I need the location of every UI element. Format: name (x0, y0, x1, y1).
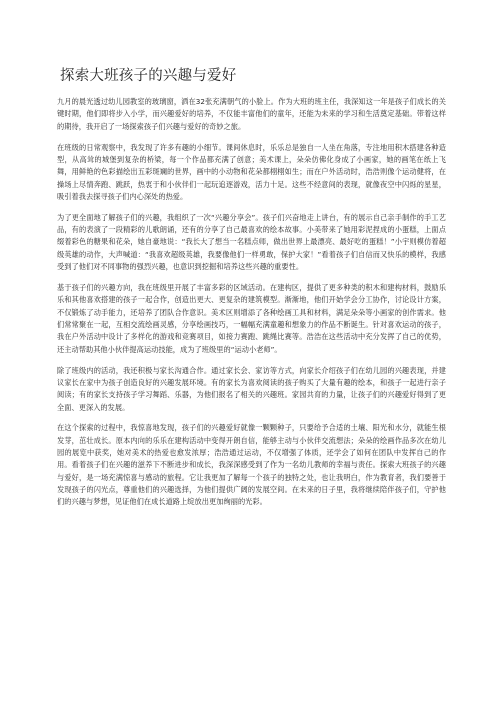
paragraph-sharing-session: 为了更全面地了解孩子们的兴趣，我组织了一次“兴趣分享会”。孩子们兴奋地走上讲台，有的展示自己亲手制作的手工艺品，有的表演了一段精彩的儿歌朗诵，还有的分享了自己最喜欢的绘本故事。小美带来了她用彩泥捏成的小蛋糕，上面点缀着彩色的糖果和花朵，她自豪地说：“我长大了想当一名糕点师，做出世界上最漂亮、最好吃的蛋糕！”小宇则模仿着超级英雄的动作，大声喊道：“我喜欢超级英雄，我要像他们一样勇敢，保护大家！”看着孩子们自信而又快乐的模样，我感受到了他们对不同事物的强烈兴趣，也意识到挖掘和培养这些兴趣的重要性。 (57, 212, 446, 272)
document-title: 探索大班孩子的兴趣与爱好 (60, 68, 237, 84)
paragraph-observation: 在班级的日常观察中，我发现了许多有趣的小细节。课间休息时，乐乐总是独自一人坐在角落，专注地用积木搭建各种造型，从高耸的城堡到复杂的桥梁，每一个作品都充满了创意；美术课上，朵朵仿佛化身成了小画家，她的画笔在纸上飞舞，用鲜艳的色彩描绘出五彩斑斓的世界，画中的小动物和花朵都栩栩如生；而在户外活动时，浩浩则像个运动健将，在操场上尽情奔跑、跳跃，热衷于和小伙伴们一起玩追逐游戏，活力十足。这些不经意间的表现，就像夜空中闪烁的星星，吸引着我去探寻孩子们内心深处的热爱。 (57, 142, 446, 201)
paragraph-conclusion: 在这个探索的过程中，我惊喜地发现，孩子们的兴趣爱好就像一颗颗种子，只要给予合适的土壤、阳光和水分，就能生根发芽，茁壮成长。原本内向的乐乐在建构活动中变得开朗自信，能够主动与小伙伴交流想法；朵朵的绘画作品多次在幼儿园的展览中获奖，她对美术的热爱也愈发浓厚；浩浩通过运动，不仅增强了体质，还学会了如何在团队中发挥自己的作用。看着孩子们在兴趣的滋养下不断进步和成长，我深深感受到了作为一名幼儿教师的幸福与责任。探索大班孩子的兴趣与爱好，是一场充满惊喜与感动的旅程。它让我更加了解每一个孩子的独特之处，也让我明白，作为教育者，我们要善于发现孩子的闪光点，尊重他们的兴趣选择，为他们提供广阔的发展空间。在未来的日子里，我将继续陪伴孩子们，守护他们的兴趣与梦想，见证他们在成长道路上绽放出更加绚丽的光彩。 (57, 423, 446, 507)
paragraph-area-activities: 基于孩子们的兴趣方向，我在班级里开展了丰富多彩的区域活动。在建构区，提供了更多种类的积木和建构材料，鼓励乐乐和其他喜欢搭建的孩子一起合作，创造出更大、更复杂的建筑模型。渐渐地，他们开始学会分工协作，讨论设计方案，不仅锻炼了动手能力，还培养了团队合作意识。美术区则增添了各种绘画工具和材料，满足朵朵等小画家的创作需求。他们常常聚在一起，互相交流绘画灵感，分享绘画技巧，一幅幅充满童趣和想象力的作品不断诞生。针对喜欢运动的孩子，我在户外活动中设计了多样化的游戏和竞赛项目，如接力赛跑、跳绳比赛等。浩浩在这些活动中充分发挥了自己的优势，还主动帮助其他小伙伴提高运动技能，成为了班级里的“运动小老师”。 (57, 282, 446, 354)
paragraph-home-cooperation: 除了班级内的活动，我还积极与家长沟通合作。通过家长会、家访等方式，向家长介绍孩子们在幼儿园的兴趣表现，并建议家长在家中为孩子创造良好的兴趣发展环境。有的家长为喜欢阅读的孩子购买了大量有趣的绘本，和孩子一起进行亲子阅读；有的家长支持孩子学习舞蹈、乐器，为他们报名了相关的兴趣班。家园共育的力量，让孩子们的兴趣爱好得到了更全面、更深入的发展。 (57, 365, 446, 412)
paragraph-intro: 九月的晨光透过幼儿园教室的玻璃窗，洒在32张充满朝气的小脸上。作为大班的班主任，我深知这一年是孩子们成长的关键时期，他们即将步入小学，而兴趣爱好的培养，不仅能丰富他们的童年，还能为未来的学习和生活奠定基础。带着这样的期待，我开启了一场探索孩子们兴趣与爱好的奇妙之旅。 (57, 97, 446, 131)
